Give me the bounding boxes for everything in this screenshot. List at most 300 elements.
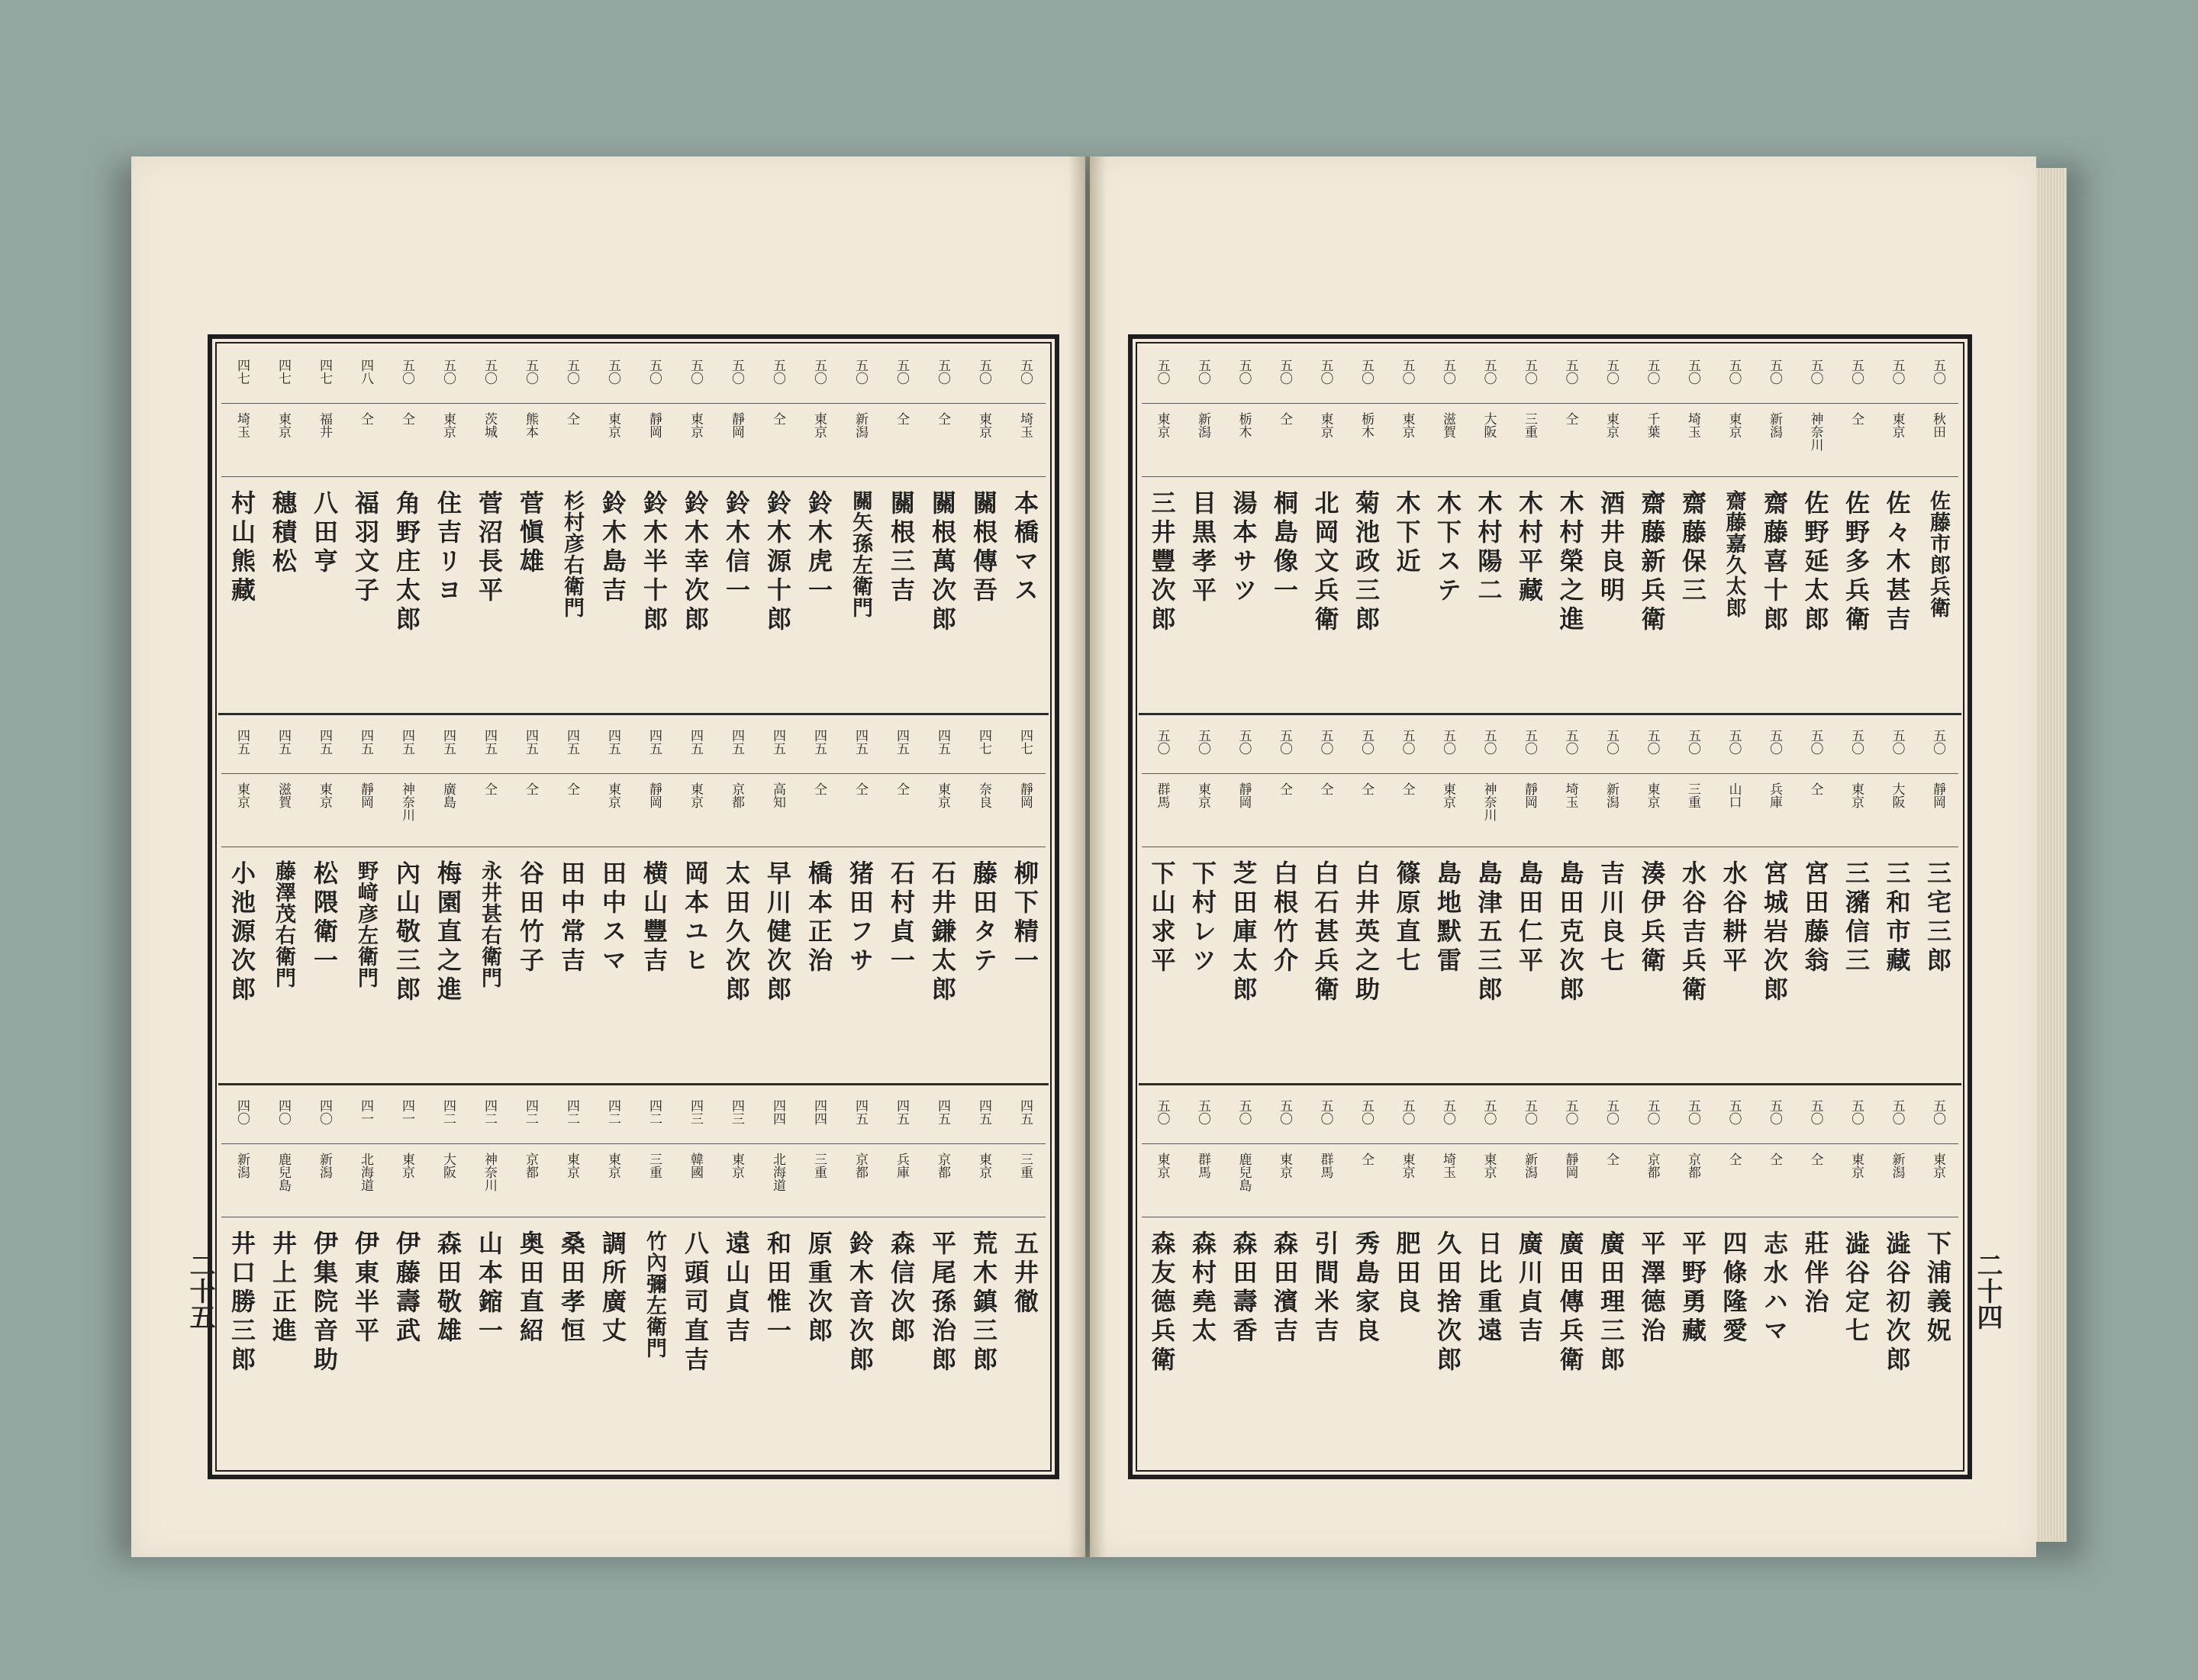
entry-age: 四五 bbox=[729, 729, 744, 755]
entry-prefecture: 東京 bbox=[811, 412, 827, 438]
entry-age: 五〇 bbox=[1848, 359, 1864, 385]
entry-age: 四五 bbox=[1017, 1099, 1033, 1125]
entry-name: 橋本正治 bbox=[804, 860, 833, 976]
entry-prefecture: 仝 bbox=[1317, 782, 1333, 795]
register-entry bbox=[963, 1095, 1004, 1438]
entry-age: 五〇 bbox=[976, 359, 991, 385]
register-entry bbox=[1004, 354, 1046, 698]
entry-age: 五〇 bbox=[1767, 1099, 1782, 1125]
entry-age: 五〇 bbox=[1807, 359, 1823, 385]
entry-name: 荒木鎮三郎 bbox=[969, 1230, 998, 1375]
entry-prefecture: 東京 bbox=[688, 782, 703, 808]
entry-name: 關根傳吾 bbox=[969, 490, 998, 606]
register-entry bbox=[551, 724, 592, 1068]
entry-age: 五〇 bbox=[1562, 1099, 1578, 1125]
register-entry bbox=[1428, 354, 1469, 698]
entry-prefecture: 山口 bbox=[1726, 782, 1742, 808]
entry-name: 森田壽香 bbox=[1229, 1230, 1259, 1346]
entry-age: 五〇 bbox=[770, 359, 785, 385]
register-band bbox=[212, 724, 1055, 1068]
entry-prefecture: 仝 bbox=[935, 412, 950, 425]
entry-name: 住吉リヨ bbox=[433, 490, 462, 606]
entry-age: 五〇 bbox=[1399, 359, 1415, 385]
column-rule bbox=[1142, 773, 1958, 774]
entry-name: 佐々木甚吉 bbox=[1882, 490, 1912, 635]
left-page-frame bbox=[208, 334, 1059, 1479]
entry-name: 關根萬次郎 bbox=[928, 490, 957, 635]
entry-name: 田中スマ bbox=[598, 860, 627, 976]
entry-age: 四〇 bbox=[234, 1099, 250, 1125]
entry-name: 野﨑彦左衛門 bbox=[354, 860, 378, 988]
entry-name: 下村レツ bbox=[1188, 860, 1217, 976]
entry-prefecture: 東京 bbox=[1154, 1153, 1170, 1179]
register-entry bbox=[1265, 1095, 1306, 1438]
entry-age: 五〇 bbox=[1889, 1099, 1905, 1125]
register-entry bbox=[345, 1095, 386, 1438]
entry-name: 谷田竹子 bbox=[516, 860, 545, 976]
entry-prefecture: 東京 bbox=[605, 1153, 620, 1179]
entry-name: 鈴木幸次郎 bbox=[681, 490, 710, 635]
entry-name: 小池源次郎 bbox=[227, 860, 256, 1005]
entry-prefecture: 東京 bbox=[729, 1153, 744, 1179]
right-page-frame bbox=[1128, 334, 1972, 1479]
entry-prefecture: 東京 bbox=[317, 782, 332, 808]
column-rule bbox=[221, 773, 1046, 774]
entry-name: 和田惟一 bbox=[763, 1230, 792, 1346]
entry-age: 五〇 bbox=[482, 359, 497, 385]
entry-columns bbox=[1142, 1095, 1958, 1438]
entry-name: 廣田傳兵衛 bbox=[1555, 1230, 1585, 1375]
entry-prefecture: 東京 bbox=[234, 782, 250, 808]
entry-name: 岡本ユヒ bbox=[681, 860, 710, 976]
entry-prefecture: 京都 bbox=[852, 1153, 868, 1179]
entry-prefecture: 東京 bbox=[1889, 412, 1905, 438]
entry-name: 秀島家良 bbox=[1352, 1230, 1381, 1346]
entry-prefecture: 東京 bbox=[1399, 412, 1415, 438]
entry-prefecture: 仝 bbox=[523, 782, 538, 795]
entry-age: 五〇 bbox=[1644, 1099, 1660, 1125]
entry-prefecture: 群馬 bbox=[1195, 1153, 1210, 1179]
entry-prefecture: 熊本 bbox=[523, 412, 538, 438]
entry-age: 五〇 bbox=[1726, 729, 1742, 755]
register-entry bbox=[1713, 1095, 1755, 1438]
register-entry bbox=[1918, 724, 1959, 1068]
entry-prefecture: 新潟 bbox=[1767, 412, 1782, 438]
column-rule bbox=[1142, 476, 1958, 477]
register-entry bbox=[1510, 724, 1551, 1068]
entry-age: 五〇 bbox=[605, 359, 620, 385]
register-entry bbox=[263, 1095, 304, 1438]
entry-name: 角野庄太郎 bbox=[392, 490, 421, 635]
entry-name: 桐島像一 bbox=[1270, 490, 1299, 606]
register-entry bbox=[1877, 1095, 1918, 1438]
entry-prefecture: 東京 bbox=[1930, 1153, 1945, 1179]
register-entry bbox=[1428, 724, 1469, 1068]
entry-prefecture: 東京 bbox=[1440, 782, 1455, 808]
register-entry bbox=[1795, 354, 1836, 698]
entry-prefecture: 大阪 bbox=[1889, 782, 1905, 808]
register-entry bbox=[551, 354, 592, 698]
entry-name: 下浦義㚾 bbox=[1923, 1230, 1952, 1346]
register-entry bbox=[1142, 724, 1183, 1068]
entry-name: 四條隆愛 bbox=[1719, 1230, 1748, 1346]
register-entry bbox=[922, 354, 963, 698]
entry-prefecture: 東京 bbox=[688, 412, 703, 438]
entry-prefecture: 東京 bbox=[1481, 1153, 1497, 1179]
register-entry bbox=[716, 354, 757, 698]
entry-prefecture: 靜岡 bbox=[1017, 782, 1033, 808]
register-entry bbox=[345, 354, 386, 698]
entry-name: 引間米吉 bbox=[1310, 1230, 1340, 1346]
entry-prefecture: 仝 bbox=[770, 412, 785, 425]
entry-name: 澁谷定七 bbox=[1842, 1230, 1871, 1346]
entry-age: 五〇 bbox=[1440, 359, 1455, 385]
entry-name: 永井甚右衛門 bbox=[478, 860, 501, 988]
register-entry bbox=[1346, 724, 1387, 1068]
entry-prefecture: 靜岡 bbox=[358, 782, 373, 808]
register-entry bbox=[510, 724, 551, 1068]
register-entry bbox=[1183, 354, 1224, 698]
column-rule bbox=[221, 403, 1046, 404]
entry-prefecture: 秋田 bbox=[1930, 412, 1945, 438]
entry-columns bbox=[221, 1095, 1046, 1438]
entry-prefecture: 靜岡 bbox=[646, 412, 662, 438]
entry-prefecture: 福井 bbox=[317, 412, 332, 438]
entry-age: 四二 bbox=[605, 1099, 620, 1125]
entry-age: 四七 bbox=[234, 359, 250, 385]
entry-prefecture: 埼玉 bbox=[234, 412, 250, 438]
entry-prefecture: 三重 bbox=[811, 1153, 827, 1179]
entry-name: 本橋マス bbox=[1010, 490, 1039, 606]
entry-name: 鈴木源十郎 bbox=[763, 490, 792, 635]
entry-name: 伊東半平 bbox=[351, 1230, 380, 1346]
register-entry bbox=[592, 354, 633, 698]
register-band bbox=[1133, 1095, 1968, 1438]
entry-age: 四二 bbox=[564, 1099, 579, 1125]
entry-name: 三瀦信三 bbox=[1842, 860, 1871, 976]
register-entry bbox=[1795, 1095, 1836, 1438]
entry-prefecture: 京都 bbox=[935, 1153, 950, 1179]
entry-prefecture: 大阪 bbox=[440, 1153, 456, 1179]
entry-age: 四五 bbox=[894, 729, 909, 755]
register-entry bbox=[1550, 354, 1591, 698]
entry-name: 宮田藤翁 bbox=[1800, 860, 1830, 976]
entry-age: 五〇 bbox=[1358, 359, 1374, 385]
entry-prefecture: 栃木 bbox=[1236, 412, 1252, 438]
entry-name: 內山敬三郎 bbox=[392, 860, 421, 1005]
entry-name: 水谷吉兵衛 bbox=[1678, 860, 1707, 1005]
entry-age: 四五 bbox=[852, 1099, 868, 1125]
entry-columns bbox=[1142, 354, 1958, 698]
left-page-number: 二十五 bbox=[185, 1252, 215, 1330]
entry-prefecture: 靜岡 bbox=[1562, 1153, 1578, 1179]
entry-age: 五〇 bbox=[1317, 1099, 1333, 1125]
entry-age: 四五 bbox=[935, 729, 950, 755]
entry-prefecture: 大阪 bbox=[1481, 412, 1497, 438]
entry-age: 五〇 bbox=[1807, 729, 1823, 755]
entry-age: 五〇 bbox=[1154, 1099, 1170, 1125]
entry-age: 五〇 bbox=[1399, 729, 1415, 755]
register-entry bbox=[1305, 1095, 1346, 1438]
register-entry bbox=[592, 724, 633, 1068]
entry-age: 四五 bbox=[523, 729, 538, 755]
entry-name: 猪田フサ bbox=[846, 860, 875, 976]
register-entry bbox=[1877, 724, 1918, 1068]
register-entry bbox=[1632, 354, 1673, 698]
entry-age: 五〇 bbox=[1522, 1099, 1537, 1125]
entry-name: 白根竹介 bbox=[1270, 860, 1299, 976]
entry-name: 太田久次郎 bbox=[722, 860, 751, 1005]
entry-name: 肥田良 bbox=[1392, 1230, 1422, 1317]
register-entry bbox=[221, 1095, 263, 1438]
entry-name: 目黒孝平 bbox=[1188, 490, 1217, 606]
entry-age: 四五 bbox=[852, 729, 868, 755]
entry-age: 五〇 bbox=[1277, 359, 1292, 385]
entry-name: 伊藤壽武 bbox=[392, 1230, 421, 1346]
entry-name: 森田濱吉 bbox=[1270, 1230, 1299, 1346]
entry-prefecture: 仝 bbox=[399, 412, 414, 425]
entry-age: 四七 bbox=[276, 359, 291, 385]
register-band bbox=[1133, 724, 1968, 1068]
register-entry bbox=[304, 1095, 345, 1438]
entry-name: 島田仁平 bbox=[1515, 860, 1544, 976]
entry-age: 五〇 bbox=[1236, 1099, 1252, 1125]
entry-prefecture: 新潟 bbox=[1195, 412, 1210, 438]
entry-prefecture: 新潟 bbox=[317, 1153, 332, 1179]
entry-prefecture: 千葉 bbox=[1644, 412, 1660, 438]
register-entry bbox=[675, 354, 716, 698]
entry-age: 五〇 bbox=[1562, 729, 1578, 755]
entry-age: 五〇 bbox=[1848, 1099, 1864, 1125]
entry-name: 酒井良明 bbox=[1597, 490, 1626, 606]
entry-age: 四二 bbox=[440, 1099, 456, 1125]
entry-name: 福羽文子 bbox=[351, 490, 380, 606]
entry-prefecture: 靜岡 bbox=[729, 412, 744, 438]
register-entry bbox=[1305, 354, 1346, 698]
entry-prefecture: 東京 bbox=[976, 412, 991, 438]
entry-prefecture: 東京 bbox=[1277, 1153, 1292, 1179]
register-entry bbox=[757, 724, 798, 1068]
entry-prefecture: 東京 bbox=[1644, 782, 1660, 808]
entry-prefecture: 仝 bbox=[811, 782, 827, 795]
entry-age: 四四 bbox=[770, 1099, 785, 1125]
register-entry bbox=[1755, 354, 1796, 698]
entry-name: 遠山貞吉 bbox=[722, 1230, 751, 1346]
entry-prefecture: 京都 bbox=[1685, 1153, 1700, 1179]
entry-age: 四五 bbox=[688, 729, 703, 755]
entry-name: 杉村彦右衛門 bbox=[560, 490, 584, 618]
entry-prefecture: 埼玉 bbox=[1562, 782, 1578, 808]
register-entry bbox=[1755, 724, 1796, 1068]
entry-name: 鈴木信一 bbox=[722, 490, 751, 606]
entry-prefecture: 東京 bbox=[399, 1153, 414, 1179]
register-entry bbox=[757, 354, 798, 698]
entry-age: 四五 bbox=[317, 729, 332, 755]
entry-prefecture: 仝 bbox=[1807, 782, 1823, 795]
entry-age: 五〇 bbox=[729, 359, 744, 385]
entry-prefecture: 東京 bbox=[564, 1153, 579, 1179]
entry-prefecture: 奈良 bbox=[976, 782, 991, 808]
entry-name: 佐藤市郎兵衛 bbox=[1926, 490, 1950, 618]
entry-age: 五〇 bbox=[1440, 1099, 1455, 1125]
entry-prefecture: 東京 bbox=[1848, 782, 1864, 808]
entry-name: 久田捨次郎 bbox=[1433, 1230, 1462, 1375]
register-entry bbox=[716, 724, 757, 1068]
column-rule bbox=[1142, 846, 1958, 847]
entry-age: 四〇 bbox=[317, 1099, 332, 1125]
entry-age: 五〇 bbox=[1767, 729, 1782, 755]
register-entry bbox=[1713, 724, 1755, 1068]
entry-age: 五〇 bbox=[1358, 729, 1374, 755]
register-band bbox=[212, 1095, 1055, 1438]
entry-age: 五〇 bbox=[1603, 729, 1619, 755]
entry-name: 鈴木半十郎 bbox=[640, 490, 669, 635]
entry-age: 四一 bbox=[358, 1099, 373, 1125]
entry-prefecture: 仝 bbox=[1562, 412, 1578, 425]
entry-name: 横山豐吉 bbox=[640, 860, 669, 976]
entry-prefecture: 東京 bbox=[935, 782, 950, 808]
column-rule bbox=[1142, 403, 1958, 404]
register-entry bbox=[1550, 724, 1591, 1068]
entry-age: 五〇 bbox=[1644, 359, 1660, 385]
register-entry bbox=[427, 1095, 469, 1438]
entry-prefecture: 北海道 bbox=[770, 1153, 785, 1191]
column-rule bbox=[221, 1143, 1046, 1144]
entry-prefecture: 北海道 bbox=[358, 1153, 373, 1191]
entry-prefecture: 東京 bbox=[1195, 782, 1210, 808]
entry-name: 桑田孝恒 bbox=[557, 1230, 586, 1346]
register-entry bbox=[633, 354, 675, 698]
entry-name: 莊伴治 bbox=[1800, 1230, 1830, 1317]
register-entry bbox=[963, 354, 1004, 698]
entry-prefecture: 仝 bbox=[894, 412, 909, 425]
register-entry bbox=[1836, 1095, 1877, 1438]
entry-name: 五井徹 bbox=[1010, 1230, 1039, 1317]
entry-name: 鈴木音次郎 bbox=[846, 1230, 875, 1375]
register-entry bbox=[1591, 354, 1632, 698]
register-entry bbox=[1305, 724, 1346, 1068]
entry-age: 四五 bbox=[811, 729, 827, 755]
entry-name: 北岡文兵衛 bbox=[1310, 490, 1340, 635]
entry-name: 佐野多兵衛 bbox=[1842, 490, 1871, 635]
entry-prefecture: 仝 bbox=[1277, 412, 1292, 425]
entry-age: 四三 bbox=[729, 1099, 744, 1125]
entry-prefecture: 埼玉 bbox=[1685, 412, 1700, 438]
register-entry bbox=[881, 1095, 922, 1438]
entry-age: 五〇 bbox=[935, 359, 950, 385]
entry-prefecture: 新潟 bbox=[234, 1153, 250, 1179]
entry-prefecture: 仝 bbox=[1358, 782, 1374, 795]
register-entry bbox=[1510, 354, 1551, 698]
entry-age: 五〇 bbox=[1930, 729, 1945, 755]
entry-name: 鈴木島吉 bbox=[598, 490, 627, 606]
entry-prefecture: 鹿兒島 bbox=[276, 1153, 291, 1191]
register-entry bbox=[1265, 724, 1306, 1068]
entry-prefecture: 東京 bbox=[1726, 412, 1742, 438]
entry-prefecture: 神奈川 bbox=[482, 1153, 497, 1191]
entry-age: 五〇 bbox=[399, 359, 414, 385]
register-entry bbox=[1346, 354, 1387, 698]
register-entry bbox=[1142, 354, 1183, 698]
entry-age: 四五 bbox=[399, 729, 414, 755]
register-entry bbox=[427, 354, 469, 698]
register-entry bbox=[1755, 1095, 1796, 1438]
entry-name: 原重次郎 bbox=[804, 1230, 833, 1346]
register-entry bbox=[386, 724, 427, 1068]
entry-age: 四五 bbox=[605, 729, 620, 755]
entry-name: 齋藤保三 bbox=[1678, 490, 1707, 606]
entry-name: 日比重遠 bbox=[1474, 1230, 1503, 1346]
entry-age: 五〇 bbox=[1481, 359, 1497, 385]
register-entry bbox=[922, 724, 963, 1068]
entry-name: 吉川良七 bbox=[1597, 860, 1626, 976]
entry-name: 木村平藏 bbox=[1515, 490, 1544, 606]
register-entry bbox=[1428, 1095, 1469, 1438]
register-entry bbox=[633, 724, 675, 1068]
entry-age: 四五 bbox=[646, 729, 662, 755]
register-entry bbox=[304, 354, 345, 698]
entry-age: 五〇 bbox=[1685, 729, 1700, 755]
register-entry bbox=[716, 1095, 757, 1438]
register-entry bbox=[1877, 354, 1918, 698]
entry-prefecture: 仝 bbox=[1767, 1153, 1782, 1166]
entry-name: 穗積松 bbox=[269, 490, 298, 577]
entry-name: 梅園直之進 bbox=[433, 860, 462, 1005]
entry-name: 伊集院音助 bbox=[310, 1230, 339, 1375]
entry-prefecture: 仝 bbox=[894, 782, 909, 795]
entry-name: 菊池政三郎 bbox=[1352, 490, 1381, 635]
entry-name: 石村貞一 bbox=[887, 860, 916, 976]
band-separator bbox=[1139, 1083, 1961, 1085]
entry-age: 五〇 bbox=[1399, 1099, 1415, 1125]
entry-age: 五〇 bbox=[1481, 729, 1497, 755]
entry-age: 五〇 bbox=[1603, 359, 1619, 385]
entry-age: 四三 bbox=[688, 1099, 703, 1125]
entry-prefecture: 仝 bbox=[1603, 1153, 1619, 1166]
entry-age: 五〇 bbox=[1195, 1099, 1210, 1125]
register-entry bbox=[469, 354, 510, 698]
entry-prefecture: 三重 bbox=[1522, 412, 1537, 438]
entry-name: 井上正進 bbox=[269, 1230, 298, 1346]
entry-name: 芝田庫太郎 bbox=[1229, 860, 1259, 1005]
entry-prefecture: 新潟 bbox=[1603, 782, 1619, 808]
register-entry bbox=[675, 724, 716, 1068]
entry-name: 關根三吉 bbox=[887, 490, 916, 606]
entry-name: 菅愼雄 bbox=[516, 490, 545, 577]
entry-name: 宮城岩次郎 bbox=[1760, 860, 1789, 1005]
entry-prefecture: 東京 bbox=[1848, 1153, 1864, 1179]
entry-age: 五〇 bbox=[1522, 729, 1537, 755]
entry-age: 五〇 bbox=[1195, 729, 1210, 755]
entry-prefecture: 京都 bbox=[523, 1153, 538, 1179]
entry-age: 五〇 bbox=[852, 359, 868, 385]
register-entry bbox=[840, 724, 881, 1068]
entry-age: 五〇 bbox=[811, 359, 827, 385]
entry-prefecture: 神奈川 bbox=[1807, 412, 1823, 451]
entry-name: 調所廣丈 bbox=[598, 1230, 627, 1346]
entry-age: 四七 bbox=[317, 359, 332, 385]
entry-prefecture: 靜岡 bbox=[1236, 782, 1252, 808]
column-rule bbox=[221, 846, 1046, 847]
entry-name: 三和市藏 bbox=[1882, 860, 1912, 976]
register-entry bbox=[1223, 354, 1265, 698]
entry-name: 藤田タテ bbox=[969, 860, 998, 976]
register-entry bbox=[221, 724, 263, 1068]
entry-name: 八田亨 bbox=[310, 490, 339, 577]
entry-name: 山本鏥一 bbox=[475, 1230, 504, 1346]
register-entry bbox=[1836, 354, 1877, 698]
register-entry bbox=[1346, 1095, 1387, 1438]
